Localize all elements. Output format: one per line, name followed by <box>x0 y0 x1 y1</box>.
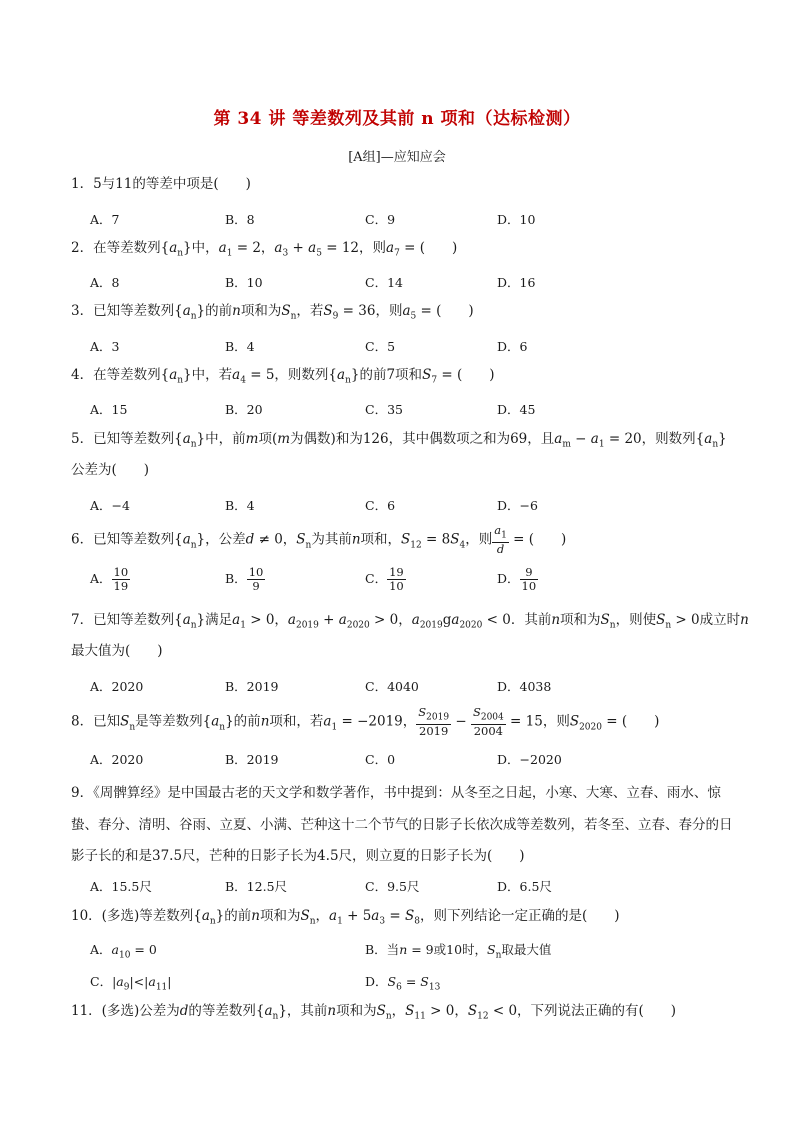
option-b: B． $\frac{10}{9}$ <box>225 565 264 593</box>
question-7-text: 7．已知等差数列 <box>71 612 175 628</box>
question-7: 7．已知等差数列$\{a_n\}$满足$a_1 > 0$，$a_{2019} + a_{2020} > 0$，$a_{2019}ga_{2020} < 0$．其前n项和为$S_n$，则使$S_n > 0$成立时n <box>71 612 749 631</box>
option-d: D．10 <box>497 212 536 227</box>
option-d: D．−6 <box>497 498 538 513</box>
question-8-text: 8．已知 <box>71 713 121 730</box>
question-3-text: 3．已知等差数列 <box>71 303 175 319</box>
question-7-options <box>90 677 730 701</box>
option-a: A．$a_{10} = 0$ <box>90 942 157 961</box>
option-a: A．2020 <box>90 752 144 767</box>
option-c: C． $\frac{19}{10}$ <box>365 565 404 593</box>
option-b: B．8 <box>225 212 255 227</box>
question-3-options <box>90 337 730 361</box>
question-2: 2．在等差数列$\{a_n\}$中，$a_1 = 2$，$a_3 + a_5 = 12$，则$a_7$ = ( ) <box>71 240 458 259</box>
option-b: B．2019 <box>225 679 279 694</box>
question-1-options <box>90 210 730 234</box>
question-2-options <box>90 273 730 297</box>
option-a: A． $\frac{10}{19}$ <box>90 565 129 593</box>
option-a: A．15.5尺 <box>90 879 152 894</box>
question-1-text: 1．5与11的等差中项是( ) <box>71 176 251 192</box>
group-label: [A组]—应知应会 <box>348 150 446 165</box>
option-b: B．20 <box>225 402 263 417</box>
question-4-options <box>90 400 730 424</box>
option-d: D．4038 <box>497 679 552 694</box>
option-a: A．8 <box>90 275 120 290</box>
option-a: A．15 <box>90 402 128 417</box>
question-6-options <box>90 566 730 600</box>
option-a: A．7 <box>90 212 120 227</box>
option-d: D．16 <box>497 275 536 290</box>
question-4-text: 4．在等差数列 <box>71 367 161 383</box>
option-c: C．14 <box>365 275 403 290</box>
option-d: D． $\frac{9}{10}$ <box>497 565 537 593</box>
option-c: C．$|a_9|<|a_{11}|$ <box>90 974 172 993</box>
question-10-options-row1 <box>90 940 730 964</box>
question-6: 6．已知等差数列$\{a_n\}$，公差d ≠ 0，$S_n$为其前n项和，$S_{12} = 8S_4$，则 $\frac{a_1}{d}$ = ( ) <box>71 523 567 557</box>
option-c: C．35 <box>365 402 403 417</box>
option-c: C．0 <box>365 752 396 767</box>
question-9-options <box>90 877 730 901</box>
question-6-text: 6．已知等差数列 <box>71 531 175 548</box>
option-c: C．5 <box>365 339 396 354</box>
question-4: 4．在等差数列$\{a_n\}$中，若$a_4 = 5$，则数列$\{a_n\}$的前7项和$S_7$ = ( ) <box>71 367 495 386</box>
option-d: D．6 <box>497 339 528 354</box>
option-b: B．10 <box>225 275 263 290</box>
page-title: 第 34 讲 等差数列及其前 n 项和（达标检测） <box>213 109 581 129</box>
option-c: C．4040 <box>365 679 419 694</box>
question-9: 9．《周髀算经》是中国最古老的天文学和数学著作，书中提到：从冬至之日起，小寒、大寒、立春、雨水、惊蛰、春分、清明、谷雨、立夏、小满、芒种这十二个节气的日影子长依次成等差数列，若冬至、立春、春分的日影子长的和是37.5尺，芒种的日影子长为4.5尺，则立夏的日影子长为( ) <box>71 785 733 864</box>
question-10-options-row2 <box>90 972 730 996</box>
option-d: D．6.5尺 <box>497 879 552 894</box>
option-b: B．4 <box>225 498 255 513</box>
question-5-options <box>90 496 730 520</box>
question-5: 5．已知等差数列$\{a_n\}$中，前m项(m为偶数)和为126，其中偶数项之和为69，且$a_m - a_1 = 20$，则数列$\{a_n\}$ <box>71 431 727 450</box>
question-11-text: 11．(多选)公差为 <box>71 1003 180 1019</box>
question-2-text: 2．在等差数列 <box>71 240 161 256</box>
option-b: B．4 <box>225 339 255 354</box>
question-5-text: 5．已知等差数列 <box>71 431 175 447</box>
option-c: C．6 <box>365 498 396 513</box>
question-11: 11．(多选)公差为d的等差数列$\{a_n\}$，其前n项和为$S_n$，$S_{11} > 0$，$S_{12} < 0$，下列说法正确的有( ) <box>71 1003 677 1022</box>
option-a: A．2020 <box>90 679 144 694</box>
option-c: C．9.5尺 <box>365 879 420 894</box>
option-a: A．3 <box>90 339 120 354</box>
question-8: 8．已知$S_n$是等差数列$\{a_n\}$的前n项和，若$a_1 = -2019$， $\frac{S_{2019}}{2019}$ − $\frac{S_{2004}}{2004}$ = 15，则$S_{2020}$ = ( ) <box>71 705 660 739</box>
option-b: B．2019 <box>225 752 279 767</box>
option-a: A．−4 <box>90 498 130 513</box>
question-10-text: 10．(多选)等差数列 <box>71 908 194 924</box>
option-d: D．−2020 <box>497 752 562 767</box>
question-3: 3．已知等差数列$\{a_n\}$的前n项和为$S_n$，若$S_9 = 36$，则$a_5$ = ( ) <box>71 303 474 322</box>
question-7-line2: 最大值为( ) <box>71 643 163 659</box>
question-5-line2: 公差为( ) <box>71 462 150 478</box>
option-b: B．当n = 9或10时，$S_n$取最大值 <box>365 942 552 961</box>
option-d: D．45 <box>497 402 536 417</box>
question-10: 10．(多选)等差数列$\{a_n\}$的前n项和为$S_n$，$a_1 + 5a_3 = S_8$，则下列结论一定正确的是( ) <box>71 908 620 927</box>
question-1 <box>71 170 741 198</box>
option-d: D．$S_6 = S_{13}$ <box>365 974 441 993</box>
option-b: B．12.5尺 <box>225 879 288 894</box>
option-c: C．9 <box>365 212 396 227</box>
question-8-options <box>90 750 730 774</box>
